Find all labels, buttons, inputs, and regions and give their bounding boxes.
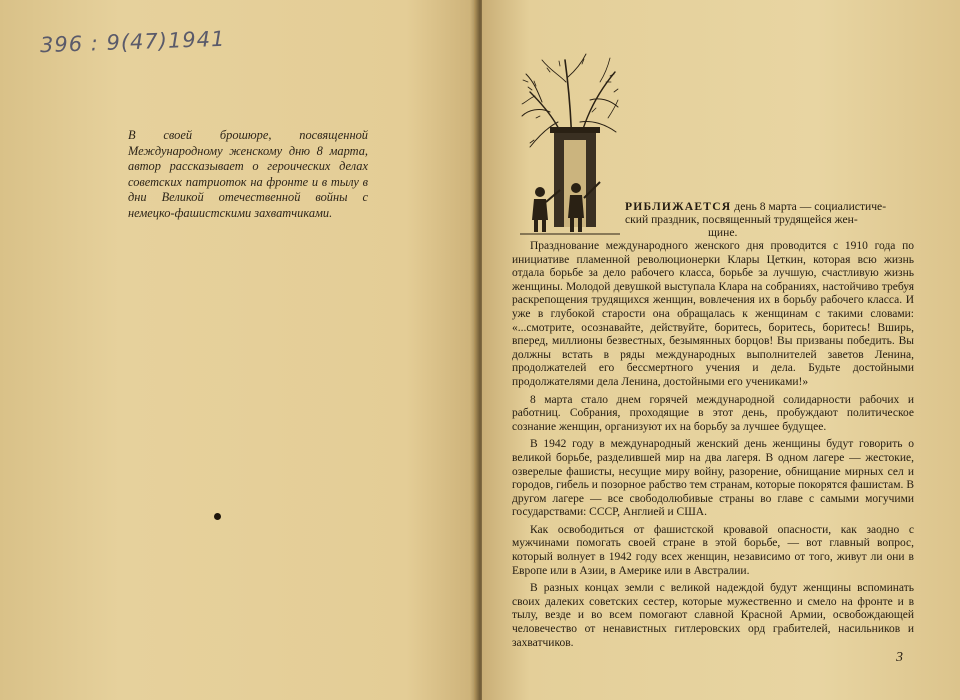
ink-blot: [214, 513, 221, 520]
illustrated-drop-cap: [520, 52, 620, 237]
page-number: 3: [896, 650, 903, 665]
intro-line-1: [625, 200, 886, 214]
body-text: [512, 240, 914, 654]
left-page: [0, 0, 478, 700]
book-annotation: В своей брошюре, посвященной Международному женскому дню 8 марта, автор рассказывает о героических делах советских патриоток на фронте и в тылу в дни Великой отечественной войны с немецко-фашистскими захватчиками.: [128, 128, 368, 220]
paragraph-3: В 1942 году в международный женский день женщины будут говорить о великой борьбе, разделившей мир на два лагеря. В одном лагере — жестокие, озверелые фашисты, несущие миру войну, разорение, обнищание мирных сел и городов, гибель и позорное рабство тем странам, которые покорятся фашистам. В другом лагере — все свободолюбивые страны во главе с самыми могучими государствами: СССР, Англией и США.: [512, 438, 914, 519]
paragraph-5: В разных концах земли с великой надеждой будут женщины вспоминать своих далеких советских сестер, которые мужественно и смело на фронте и в тылу, везде и во всем помогают славной Красной Армии, освобождающей человечество от ненавистных гитлеровских орд грабителей, насильников и захватчиков.: [512, 582, 914, 649]
intro-line-1-rest: день 8 марта — социалистиче-: [731, 200, 887, 213]
intro-caps: РИБЛИЖАЕТСЯ: [625, 200, 732, 213]
handwritten-catalog-note: 396 : 9(47)1941: [39, 26, 226, 58]
intro-line-3: щине.: [708, 226, 738, 239]
intro-line-2: ский праздник, посвященный трудящейся жен-: [625, 213, 858, 226]
paragraph-4: Как освободиться от фашистской кровавой опасности, как заодно с мужчинами помогать своей стране в этой борьбе, — вот главный вопрос, который волнует в 1942 году всех женщин, независимо от того, живут ли они в Европе или в Азии, в Америке или в Австралии.: [512, 523, 914, 577]
paragraph-2: 8 марта стало днем горячей международной солидарности рабочих и работниц. Собрания, проходящие в этот день, пробуждают политическое сознание женщин, организуют их на борьбу за лучшее будущее.: [512, 393, 914, 433]
paragraph-1: Празднование международного женского дня проводится с 1910 года по инициативе пламенной революционерки Клары Цеткин, которая всю жизнь отдала борьбе за дело рабочего класса, борьбе за лучшую, счастливую жизнь женщины. Молодой девушкой выступала Клара на собраниях, настойчиво требуя раскрепощения трудящихся женщин, вовлечения их в борьбу рабочего класса. И уже в глубокой старости она обращалась к женщинам с такими словами: «...смотрите, осознавайте, действуйте, боритесь, боритесь, боритесь! Вширь, вперед, миллионы безвестных, безымянных борцов! Вы призваны победить. Вы должны встать в ряды международных выполнителей заветов Ленина, продолжателей его бессмертного учения и дела. Будьте достойными продолжателями дела Ленина, достойными его учениками!»: [512, 240, 914, 388]
